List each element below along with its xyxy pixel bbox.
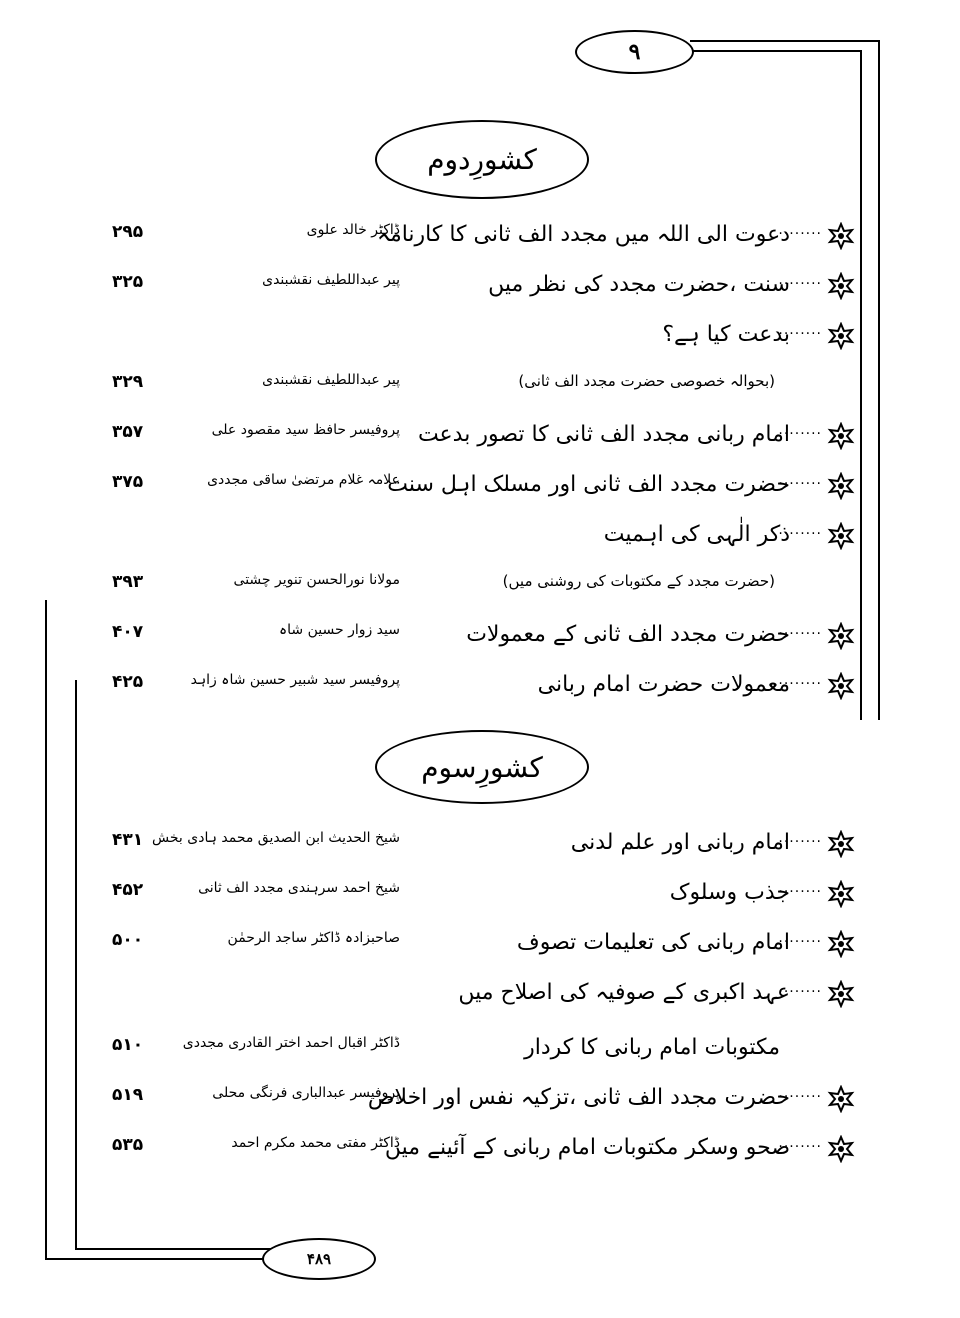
dot-leader: ........: [778, 522, 822, 538]
entry-page-number: ۳۹۳: [112, 572, 144, 592]
dot-leader: ........: [778, 422, 822, 438]
dot-leader: ........: [778, 1135, 822, 1151]
entry-page-number: ۵۰۰: [112, 930, 144, 950]
page-number-top-text: ۹: [628, 39, 641, 65]
entry-author: پروفیسر حافظ سید مقصود علی: [211, 422, 400, 438]
entry-note: (حضرت مجدد کے مکتوبات کی روشنی میں): [502, 572, 775, 590]
star-bullet-icon: [827, 222, 855, 250]
dot-leader: ........: [778, 1085, 822, 1101]
entry-title: حضرت مجدد الف ثانی کے معمولات: [466, 622, 790, 647]
entry-page-number: ۴۰۷: [112, 622, 144, 642]
star-bullet-icon: [827, 1085, 855, 1113]
toc-entry: [0, 272, 960, 312]
entry-page-number: ۵۱۹: [112, 1085, 144, 1105]
frame-top-line-inner: [690, 50, 860, 52]
entry-page-number: ۳۷۵: [112, 472, 144, 492]
entry-title: جذب وسلوک: [669, 880, 790, 905]
toc-entry: [0, 472, 960, 512]
section-title-second: [375, 120, 589, 199]
entry-author: پروفیسر عبدالباری فرنگی محلی: [212, 1085, 400, 1101]
entry-page-number: ۵۳۵: [112, 1135, 144, 1155]
entry-author: شیخ الحدیث ابن الصدیق محمد ہادی بخش: [152, 830, 400, 846]
dot-leader: ........: [778, 672, 822, 688]
entry-title-continued: مکتوبات امام ربانی کا کردار: [524, 1035, 780, 1060]
entry-author: علامہ غلام مرتضیٰ ساقی مجددی: [207, 472, 400, 488]
entry-author: شیخ احمد سرہندی مجدد الف ثانی: [198, 880, 400, 896]
toc-entry: [0, 672, 960, 712]
star-bullet-icon: [827, 272, 855, 300]
entry-title: حضرت مجدد الف ثانی اور مسلک اہل سنت: [387, 472, 790, 497]
toc-entry: [0, 372, 960, 412]
dot-leader: ........: [778, 622, 822, 638]
star-bullet-icon: [827, 622, 855, 650]
toc-entry: [0, 880, 960, 920]
dot-leader: ........: [778, 472, 822, 488]
toc-entry: [0, 522, 960, 562]
entry-title: سنت ،حضرت مجدد کی نظر میں: [488, 272, 790, 297]
page-number-top: [575, 30, 694, 74]
toc-entry: [0, 222, 960, 262]
toc-entry: [0, 1085, 960, 1125]
page-number-bottom: [262, 1238, 376, 1280]
star-bullet-icon: [827, 830, 855, 858]
toc-entry: [0, 572, 960, 612]
page-number-bottom-text: ۴۸۹: [306, 1250, 332, 1268]
toc-entry: [0, 1035, 960, 1075]
toc-entry: [0, 322, 960, 362]
entry-title: دعوت الی اللہ میں مجدد الف ثانی کا کارنامہ: [377, 222, 790, 247]
star-bullet-icon: [827, 322, 855, 350]
entry-author: مولانا نورالحسن تنویر چشتی: [233, 572, 400, 588]
entry-title: امام ربانی مجدد الف ثانی کا تصور بدعت: [417, 422, 790, 447]
star-bullet-icon: [827, 672, 855, 700]
frame-bottom-line: [45, 1258, 275, 1260]
dot-leader: ........: [778, 830, 822, 846]
star-bullet-icon: [827, 980, 855, 1008]
entry-title: صحو وسکر مکتوبات امام ربانی کے آئینے میں: [384, 1135, 790, 1160]
entry-author: ڈاکٹر اقبال احمد اختر القادری مجددی: [182, 1035, 400, 1051]
section-title-third-text: کشورِسوم: [421, 750, 543, 784]
toc-entry: [0, 930, 960, 970]
entry-page-number: ۳۲۹: [112, 372, 144, 392]
star-bullet-icon: [827, 1135, 855, 1163]
entry-author: پیر عبداللطیف نقشبندی: [262, 372, 400, 388]
entry-page-number: ۴۳۱: [112, 830, 144, 850]
entry-author: ڈاکٹر خالد علوی: [306, 222, 400, 238]
toc-entry: [0, 622, 960, 662]
star-bullet-icon: [827, 522, 855, 550]
frame-top-line: [690, 40, 880, 42]
dot-leader: ........: [778, 222, 822, 238]
dot-leader: ........: [778, 930, 822, 946]
entry-title: امام ربانی کی تعلیمات تصوف: [516, 930, 790, 955]
toc-entry: [0, 980, 960, 1020]
entry-page-number: ۳۵۷: [112, 422, 144, 442]
entry-title: حضرت مجدد الف ثانی ،تزکیہ نفس اور اخلاص: [367, 1085, 790, 1110]
dot-leader: ........: [778, 322, 822, 338]
entry-author: پروفیسر سید شبیر حسین شاہ زاہد: [190, 672, 400, 688]
star-bullet-icon: [827, 472, 855, 500]
entry-page-number: ۵۱۰: [112, 1035, 144, 1055]
star-bullet-icon: [827, 422, 855, 450]
entry-title: عہد اکبری کے صوفیہ کی اصلاح میں: [458, 980, 790, 1005]
entry-page-number: ۲۹۵: [112, 222, 144, 242]
toc-entry: [0, 830, 960, 870]
star-bullet-icon: [827, 880, 855, 908]
star-bullet-icon: [827, 930, 855, 958]
toc-entry: [0, 422, 960, 462]
section-title-second-text: کشورِدوم: [427, 143, 537, 176]
entry-author: پیر عبداللطیف نقشبندی: [262, 272, 400, 288]
entry-page-number: ۳۲۵: [112, 272, 144, 292]
entry-title: معمولات حضرت امام ربانی: [537, 672, 790, 697]
dot-leader: ........: [778, 980, 822, 996]
entry-title: امام ربانی اور علم لدنی: [570, 830, 790, 855]
entry-title: بدعت کیا ہے؟: [662, 322, 790, 347]
entry-page-number: ۴۲۵: [112, 672, 144, 692]
entry-author: سید زوار حسین شاہ: [278, 622, 400, 638]
entry-page-number: ۴۵۲: [112, 880, 144, 900]
entry-note: (بحوالہ خصوصی حضرت مجدد الف ثانی): [518, 372, 775, 390]
toc-entry: [0, 1135, 960, 1175]
entry-author: ڈاکٹر مفتی محمد مکرم احمد: [231, 1135, 400, 1151]
frame-bottom-line-inner: [75, 1248, 275, 1250]
entry-title: ذکر الٰہی کی اہمیت: [603, 522, 790, 547]
section-title-third: [375, 730, 589, 804]
dot-leader: ........: [778, 272, 822, 288]
entry-author: صاحبزادہ ڈاکٹر ساجد الرحمٰن: [227, 930, 400, 946]
dot-leader: ........: [778, 880, 822, 896]
